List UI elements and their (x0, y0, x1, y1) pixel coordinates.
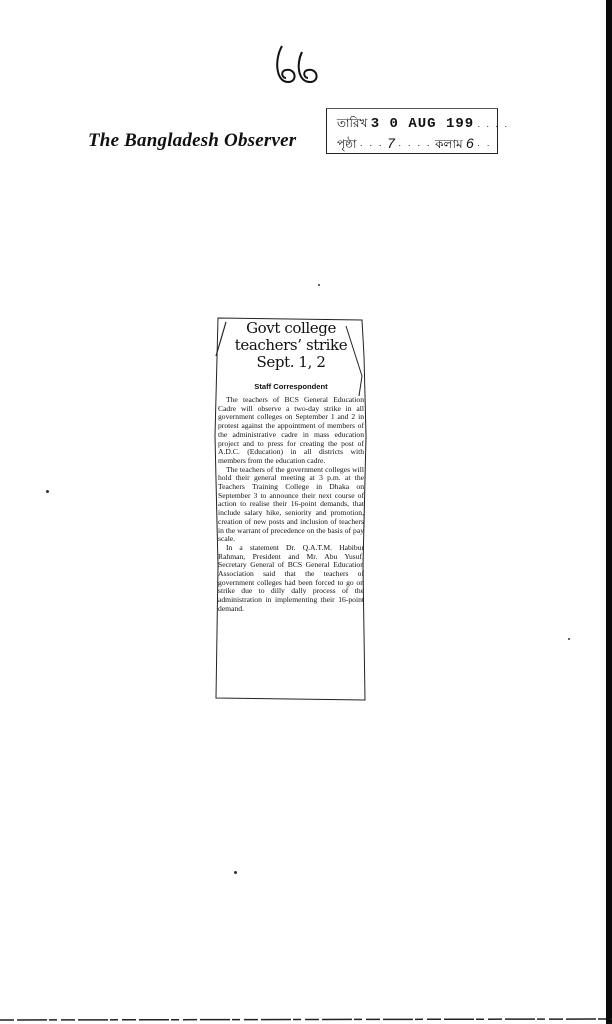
stamp-date-label: তারিখ (337, 116, 368, 130)
article-paragraph-3: In a statement Dr. Q.A.T.M. Habibur Rahman, President and Mr. Abu Yusuf, Secretary General of BCS General Education Association said that the teachers of government colleges had been forced to go on strike due to dilly dally process of the administration in implementing their 16-point demand. (218, 542, 364, 613)
headline-line-3: Sept. 1, 2 (256, 353, 326, 371)
stamp-date: 3 0 AUG 199 (370, 116, 475, 132)
stamp-page-value: 7 (387, 135, 395, 151)
scan-speck (568, 638, 570, 640)
clipping-stamp (326, 108, 510, 154)
scan-edge-bottom (0, 1016, 612, 1024)
stamp-page-label: পৃষ্ঠা (337, 137, 357, 151)
headline-line-2: teachers’ strike (234, 336, 348, 354)
scan-edge-right (606, 0, 612, 1024)
stamp-date-row (337, 115, 509, 135)
headline-line-1: Govt college (246, 319, 336, 337)
article-paragraph-2: The teachers of the government colleges will hold their general meeting at 3 p.m. at the Teachers Training College in Dhaka on September 3 to announce their next course of action to realise their 16-point demands, that include salary hike, seniority and promotion, creation of new posts and inclusion of teachers in the warrant of precedence on the basis of pay scale. (218, 464, 364, 544)
article-headline (212, 320, 370, 371)
article-body (218, 396, 364, 614)
stamp-page-row: পৃষ্ঠা · · · 7 · · · · কলাম 6 · · · (337, 135, 502, 151)
scan-speck (234, 871, 237, 874)
newspaper-masthead: The Bangladesh Observer (88, 130, 297, 151)
stamp-column-value: 6 (465, 135, 474, 151)
handwritten-page-number (272, 42, 332, 92)
scan-speck (46, 490, 49, 493)
stamp-dots: . . . . (477, 119, 510, 129)
stamp-column-label: কলাম (435, 137, 463, 151)
newspaper-clipping (212, 316, 370, 702)
article-byline: Staff Correspondent (254, 382, 328, 391)
scan-speck (318, 284, 320, 286)
article-paragraph-1: The teachers of BCS General Education Cadre will observe a two-day strike in all government colleges on September 1 and 2 in protest against the appointment of members of the administrative cadre in mass education project and to press for creating the post of A.D.C. (Education) in all districts with members from the education cadre. (218, 395, 364, 465)
